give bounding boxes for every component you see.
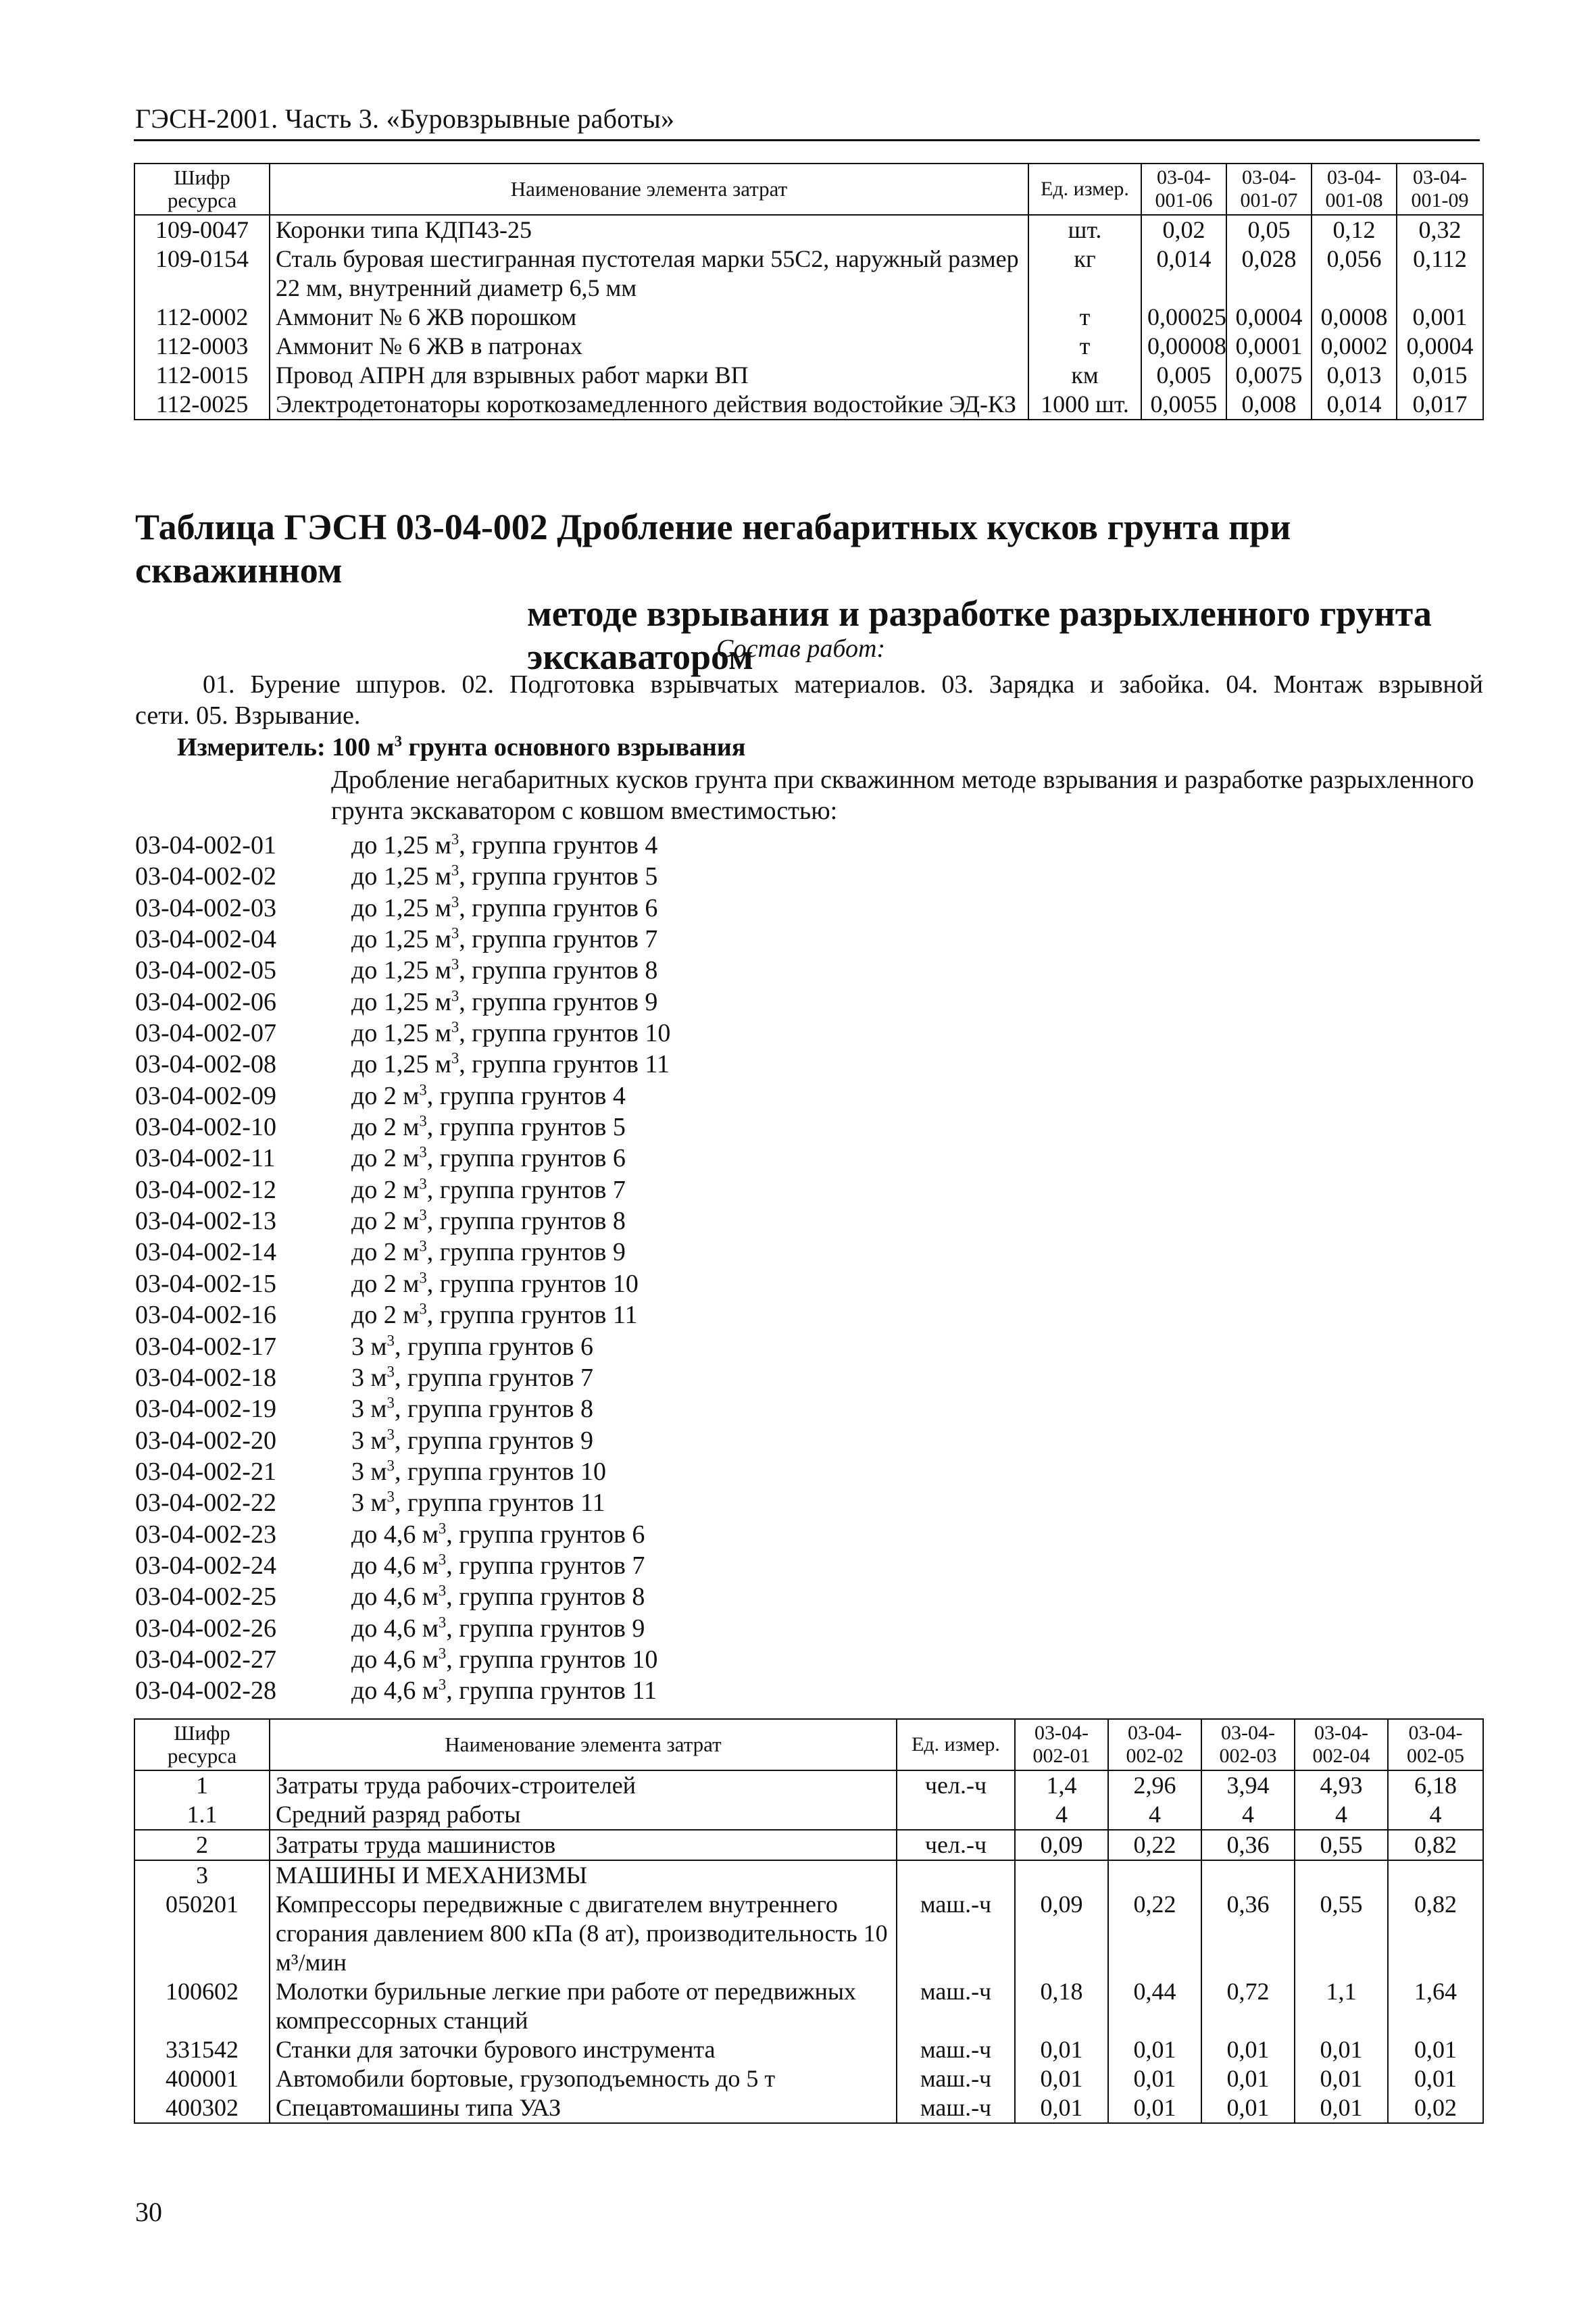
norm-value: 0,05	[1226, 215, 1312, 245]
list-item: 03-04-002-28 до 4,6 $м^3$, группа грунтов 11	[135, 1676, 657, 1706]
table-row	[134, 1830, 1483, 1860]
norm-value: 0,014	[1141, 245, 1226, 303]
unit: т	[1028, 303, 1141, 332]
norm-value: 4	[1108, 1800, 1201, 1830]
norm-value: 0,09	[1015, 1890, 1108, 1977]
norm-value: 0,18	[1015, 1977, 1108, 2035]
resource-code: 109-0047	[134, 215, 270, 245]
table-row	[134, 2035, 1483, 2064]
resource-code: 1	[134, 1770, 270, 1800]
list-item: 03-04-002-23 до 4,6 $м^3$, группа грунтов 6	[135, 1519, 645, 1549]
list-item: 03-04-002-18 3 $м^3$, группа грунтов 7	[135, 1363, 594, 1392]
norm-value: 2,96	[1108, 1770, 1201, 1800]
list-item: 03-04-002-16 до 2 $м^3$, группа грунтов 11	[135, 1300, 638, 1330]
list-item: 03-04-002-02 до 1,25 $м^3$, группа грунтов 5	[135, 862, 658, 891]
norm-value: 0,12	[1312, 215, 1397, 245]
norm-value: 0,0002	[1312, 332, 1397, 361]
col-header-cipher: Шифр ресурса	[134, 164, 270, 215]
norm-value: 3,94	[1201, 1770, 1295, 1800]
unit	[897, 1800, 1015, 1830]
list-item: 03-04-002-17 3 $м^3$, группа грунтов 6	[135, 1331, 594, 1361]
norm-value: 0,01	[1295, 2035, 1388, 2064]
resource-code: 1.1	[134, 1800, 270, 1830]
cost-element-name: Сталь буровая шестигранная пустотелая марки 55С2, наружный размер 22 мм, внутренний диаметр 6,5 мм	[270, 245, 1028, 303]
norm-value: 0,005	[1141, 361, 1226, 390]
norm-value: 0,008	[1226, 390, 1312, 420]
col-header-norm: 03-04- 001-06	[1141, 164, 1226, 215]
cost-element-name: Аммонит № 6 ЖВ в патронах	[270, 332, 1028, 361]
unit: т	[1028, 332, 1141, 361]
unit: чел.-ч	[897, 1830, 1015, 1860]
table-row	[134, 1770, 1483, 1800]
col-header-norm: 03-04- 002-03	[1201, 1719, 1295, 1770]
norm-value: 0,014	[1312, 390, 1397, 420]
norm-value	[1108, 1860, 1201, 1890]
norm-value: 0,0055	[1141, 390, 1226, 420]
norm-value: 0,22	[1108, 1830, 1201, 1860]
norm-value: 0,015	[1397, 361, 1483, 390]
resources-table-001	[134, 163, 1484, 420]
unit	[897, 1860, 1015, 1890]
norm-value: 1,1	[1295, 1977, 1388, 2035]
table-row	[134, 2064, 1483, 2093]
table-row	[134, 2093, 1483, 2123]
table-row	[134, 303, 1483, 332]
norm-value	[1201, 1860, 1295, 1890]
norm-value: 4,93	[1295, 1770, 1388, 1800]
norm-value: 0,01	[1295, 2064, 1388, 2093]
cost-element-name: Средний разряд работы	[270, 1800, 897, 1830]
col-header-norm: 03-04- 001-07	[1226, 164, 1312, 215]
norm-value: 0,01	[1388, 2035, 1483, 2064]
norm-value	[1295, 1860, 1388, 1890]
norm-value: 0,01	[1015, 2093, 1108, 2123]
norm-value: 0,09	[1015, 1830, 1108, 1860]
col-header-cipher: Шифр ресурса	[134, 1719, 270, 1770]
norm-value: 0,028	[1226, 245, 1312, 303]
page-number: 30	[135, 2197, 162, 2227]
header-rule	[134, 139, 1480, 141]
unit: маш.-ч	[897, 1890, 1015, 1977]
col-header-name: Наименование элемента затрат	[270, 164, 1028, 215]
norm-value: 0,01	[1201, 2093, 1295, 2123]
norm-value: 0,36	[1201, 1890, 1295, 1977]
resources-table-002	[134, 1718, 1484, 2124]
list-item: 03-04-002-05 до 1,25 $м^3$, группа грунтов 8	[135, 955, 658, 985]
cost-element-name: Молотки бурильные легкие при работе от передвижных компрессорных станций	[270, 1977, 897, 2035]
cost-element-name: Аммонит № 6 ЖВ порошком	[270, 303, 1028, 332]
table-header-row	[134, 1719, 1483, 1770]
norm-value: 0,01	[1108, 2093, 1201, 2123]
norm-value	[1015, 1860, 1108, 1890]
cost-element-name: Компрессоры передвижные с двигателем внутреннего сгорания давлением 800 кПа (8 ат), производительность 10 м³/мин	[270, 1890, 897, 1977]
norm-value: 0,0008	[1312, 303, 1397, 332]
list-item: 03-04-002-25 до 4,6 $м^3$, группа грунтов 8	[135, 1582, 645, 1612]
norm-value: 4	[1388, 1800, 1483, 1830]
norm-value: 0,02	[1388, 2093, 1483, 2123]
list-item: 03-04-002-01 до 1,25 $м^3$, группа грунтов 4	[135, 830, 658, 860]
list-item: 03-04-002-11 до 2 $м^3$, группа грунтов 6	[135, 1143, 626, 1173]
norm-value: 0,82	[1388, 1890, 1483, 1977]
norm-value: 4	[1015, 1800, 1108, 1830]
resource-code: 331542	[134, 2035, 270, 2064]
resource-code: 112-0025	[134, 390, 270, 420]
col-header-norm: 03-04- 002-05	[1388, 1719, 1483, 1770]
list-item: 03-04-002-03 до 1,25 $м^3$, группа грунтов 6	[135, 893, 658, 922]
norm-value: 0,72	[1201, 1977, 1295, 2035]
col-header-name: Наименование элемента затрат	[270, 1719, 897, 1770]
resource-code: 109-0154	[134, 245, 270, 303]
unit: км	[1028, 361, 1141, 390]
norm-value: 0,01	[1388, 2064, 1483, 2093]
norm-value: 0,82	[1388, 1830, 1483, 1860]
norm-value: 0,001	[1397, 303, 1483, 332]
norm-value: 0,0004	[1226, 303, 1312, 332]
norm-value: 0,112	[1397, 245, 1483, 303]
norm-value: 0,44	[1108, 1977, 1201, 2035]
list-item: 03-04-002-19 3 $м^3$, группа грунтов 8	[135, 1394, 594, 1424]
norm-value: 0,013	[1312, 361, 1397, 390]
resource-code: 050201	[134, 1890, 270, 1977]
norm-value: 0,017	[1397, 390, 1483, 420]
norm-value: 0,01	[1295, 2093, 1388, 2123]
list-item: 03-04-002-14 до 2 $м^3$, группа грунтов 9	[135, 1237, 626, 1267]
resource-code: 2	[134, 1830, 270, 1860]
norm-value: 0,01	[1201, 2035, 1295, 2064]
norm-value: 0,22	[1108, 1890, 1201, 1977]
unit: маш.-ч	[897, 2064, 1015, 2093]
norm-value: 4	[1295, 1800, 1388, 1830]
unit: кг	[1028, 245, 1141, 303]
table-row	[134, 361, 1483, 390]
col-header-unit: Ед. измер.	[1028, 164, 1141, 215]
table-row	[134, 1977, 1483, 2035]
table-row	[134, 1890, 1483, 1977]
table-row	[134, 1860, 1483, 1890]
col-header-norm: 03-04- 002-01	[1015, 1719, 1108, 1770]
resource-code: 100602	[134, 1977, 270, 2035]
norm-value: 1,64	[1388, 1977, 1483, 2035]
list-item: 03-04-002-22 3 $м^3$, группа грунтов 11	[135, 1488, 605, 1518]
col-header-unit: Ед. измер.	[897, 1719, 1015, 1770]
cost-element-name: Электродетонаторы короткозамедленного действия водостойкие ЭД-КЗ	[270, 390, 1028, 420]
list-item: 03-04-002-08 до 1,25 $м^3$, группа грунтов 11	[135, 1049, 670, 1079]
unit: маш.-ч	[897, 1977, 1015, 2035]
unit: чел.-ч	[897, 1770, 1015, 1800]
norm-value: 0,02	[1141, 215, 1226, 245]
cost-element-name: Автомобили бортовые, грузоподъемность до 5 т	[270, 2064, 897, 2093]
list-item: 03-04-002-06 до 1,25 $м^3$, группа грунтов 9	[135, 987, 658, 1016]
cost-element-name: Провод АПРН для взрывных работ марки ВП	[270, 361, 1028, 390]
norm-value: 0,0004	[1397, 332, 1483, 361]
measure-unit: Измеритель: 100 $м^3$ грунта основного взрывания	[177, 732, 746, 762]
list-item: 03-04-002-09 до 2 $м^3$, группа грунтов 4	[135, 1081, 626, 1110]
table-row	[134, 215, 1483, 245]
composition-of-works: 01. Бурение шпуров. 02. Подготовка взрывчатых материалов. 03. Зарядка и забойка. 04. Монтаж взрывной сети. 05. Взрывание.	[135, 670, 1483, 730]
norm-value: 0,0001	[1226, 332, 1312, 361]
list-item: 03-04-002-24 до 4,6 $м^3$, группа грунтов 7	[135, 1551, 645, 1580]
table-row	[134, 332, 1483, 361]
norm-value: 6,18	[1388, 1770, 1483, 1800]
resource-code: 112-0002	[134, 303, 270, 332]
norm-value: 0,01	[1108, 2035, 1201, 2064]
col-header-norm: 03-04- 002-02	[1108, 1719, 1201, 1770]
list-item: 03-04-002-15 до 2 $м^3$, группа грунтов 10	[135, 1269, 639, 1298]
table-row	[134, 390, 1483, 420]
list-item: 03-04-002-13 до 2 $м^3$, группа грунтов 8	[135, 1206, 626, 1236]
norm-value: 0,55	[1295, 1890, 1388, 1977]
unit: шт.	[1028, 215, 1141, 245]
page-header-title: ГЭСН-2001. Часть 3. «Буровзрывные работы»	[135, 103, 675, 134]
list-item: 03-04-002-12 до 2 $м^3$, группа грунтов 7	[135, 1175, 626, 1204]
norm-value	[1388, 1860, 1483, 1890]
norm-value: 0,01	[1108, 2064, 1201, 2093]
cost-element-name: Станки для заточки бурового инструмента	[270, 2035, 897, 2064]
resource-code: 400001	[134, 2064, 270, 2093]
cost-element-name: МАШИНЫ И МЕХАНИЗМЫ	[270, 1860, 897, 1890]
list-item: 03-04-002-21 3 $м^3$, группа грунтов 10	[135, 1457, 607, 1486]
norm-value: 0,55	[1295, 1830, 1388, 1860]
table-row	[134, 1800, 1483, 1830]
norm-value: 0,01	[1201, 2064, 1295, 2093]
table-row	[134, 245, 1483, 303]
cost-element-name: Затраты труда машинистов	[270, 1830, 897, 1860]
norm-value: 0,01	[1015, 2035, 1108, 2064]
item-list	[135, 830, 670, 1707]
norm-value: 0,0075	[1226, 361, 1312, 390]
description: Дробление негабаритных кусков грунта при скважинном методе взрывания и разработке разрыхленного грунта экскаватором с ковшом вместимостью:	[331, 766, 1474, 825]
cost-element-name: Спецавтомашины типа УАЗ	[270, 2093, 897, 2123]
col-header-norm: 03-04- 002-04	[1295, 1719, 1388, 1770]
unit: маш.-ч	[897, 2035, 1015, 2064]
resource-code: 112-0003	[134, 332, 270, 361]
resource-code: 112-0015	[134, 361, 270, 390]
norm-value: 0,056	[1312, 245, 1397, 303]
resource-code: 3	[134, 1860, 270, 1890]
norm-value: 0,32	[1397, 215, 1483, 245]
norm-value: 0,36	[1201, 1830, 1295, 1860]
list-item: 03-04-002-10 до 2 $м^3$, группа грунтов 5	[135, 1112, 626, 1142]
col-header-norm: 03-04- 001-08	[1312, 164, 1397, 215]
resource-code: 400302	[134, 2093, 270, 2123]
norm-value: 4	[1201, 1800, 1295, 1830]
norm-value: 0,01	[1015, 2064, 1108, 2093]
unit: маш.-ч	[897, 2093, 1015, 2123]
table-header-row	[134, 164, 1483, 215]
norm-value: 1,4	[1015, 1770, 1108, 1800]
norm-value: 0,00025	[1141, 303, 1226, 332]
list-item: 03-04-002-20 3 $м^3$, группа грунтов 9	[135, 1425, 594, 1455]
list-item: 03-04-002-26 до 4,6 $м^3$, группа грунтов 9	[135, 1613, 645, 1643]
list-item: 03-04-002-27 до 4,6 $м^3$, группа грунтов 10	[135, 1645, 658, 1674]
col-header-norm: 03-04- 001-09	[1397, 164, 1483, 215]
table-title: Таблица ГЭСН 03-04-002 Дробление негабаритных кусков грунта при скважинном методе взрывания и разработке разрыхленного грунта экскаватором	[135, 507, 1432, 677]
list-item: 03-04-002-07 до 1,25 $м^3$, группа грунтов 10	[135, 1018, 671, 1048]
norm-value: 0,00008	[1141, 332, 1226, 361]
composition-label: Состав работ:	[716, 634, 886, 663]
cost-element-name: Коронки типа КДП43-25	[270, 215, 1028, 245]
unit: 1000 шт.	[1028, 390, 1141, 420]
list-item: 03-04-002-04 до 1,25 $м^3$, группа грунтов 7	[135, 924, 658, 954]
cost-element-name: Затраты труда рабочих-строителей	[270, 1770, 897, 1800]
